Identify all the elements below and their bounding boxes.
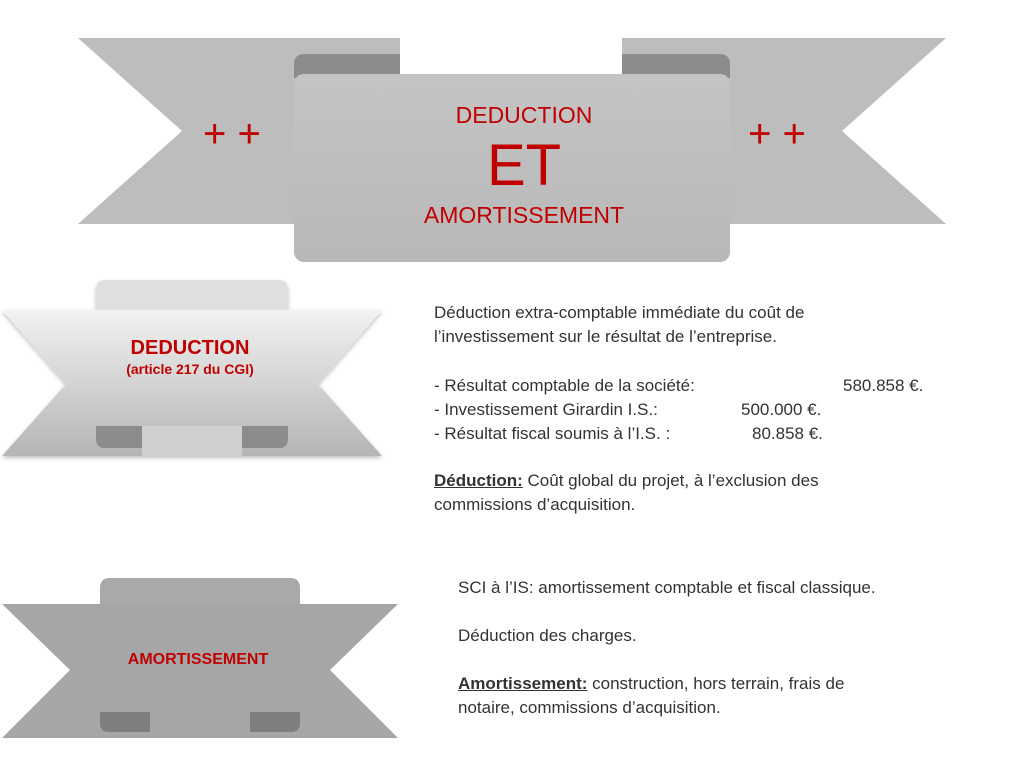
banner-title-amortissement: AMORTISSEMENT <box>423 202 625 228</box>
banner-plus-right: + + <box>748 112 806 156</box>
deduction-item-label: - Résultat fiscal soumis à l’I.S. : <box>434 424 671 443</box>
deduction-item-value: 500.000 €. <box>741 400 822 419</box>
amortissement-line-2: Déduction des charges. <box>458 626 637 645</box>
amortissement-ribbon-fold-right <box>250 712 300 732</box>
deduction-item-label: - Résultat comptable de la société: <box>434 376 695 395</box>
amortissement-ribbon-title: AMORTISSEMENT <box>127 651 269 668</box>
deduction-item-label: - Investissement Girardin I.S.: <box>434 400 658 419</box>
amortissement-note-text: construction, hors terrain, frais de <box>587 674 845 693</box>
amortissement-note-line-2: notaire, commissions d’acquisition. <box>458 698 721 717</box>
amortissement-ribbon-top-tab <box>100 578 300 606</box>
banner-title-et: ET <box>486 133 562 198</box>
deduction-ribbon-bottom-gap <box>142 426 242 456</box>
deduction-ribbon-fold-right <box>242 426 288 448</box>
amortissement-note-line-1 <box>458 672 844 696</box>
deduction-note-text: Coût global du projet, à l’exclusion des <box>522 471 819 490</box>
deduction-note-line-2: commissions d’acquisition. <box>434 495 636 514</box>
amortissement-ribbon-body <box>2 604 398 738</box>
deduction-intro-line-1: Déduction extra-comptable immédiate du coût de <box>434 303 805 322</box>
deduction-ribbon-fold-left <box>96 426 142 448</box>
deduction-ribbon-title: DEDUCTION <box>130 337 250 359</box>
deduction-item-value: 80.858 €. <box>752 424 823 443</box>
banner-plus-left: + + <box>203 112 261 156</box>
amortissement-line-1: SCI à l’IS: amortissement comptable et fiscal classique. <box>458 578 876 597</box>
deduction-ribbon-subtitle: (article 217 du CGI) <box>126 361 254 377</box>
deduction-ribbon-top-tab <box>96 280 288 312</box>
banner-title-deduction: DEDUCTION <box>455 102 593 128</box>
amortissement-note-label: Amortissement: <box>458 674 588 693</box>
amortissement-ribbon-fold-left <box>100 712 150 732</box>
deduction-note-line-1 <box>434 469 819 493</box>
deduction-intro-line-2: l’investissement sur le résultat de l’entreprise. <box>434 327 777 346</box>
deduction-note-label: Déduction: <box>434 471 523 490</box>
deduction-item-value: 580.858 €. <box>843 376 924 395</box>
